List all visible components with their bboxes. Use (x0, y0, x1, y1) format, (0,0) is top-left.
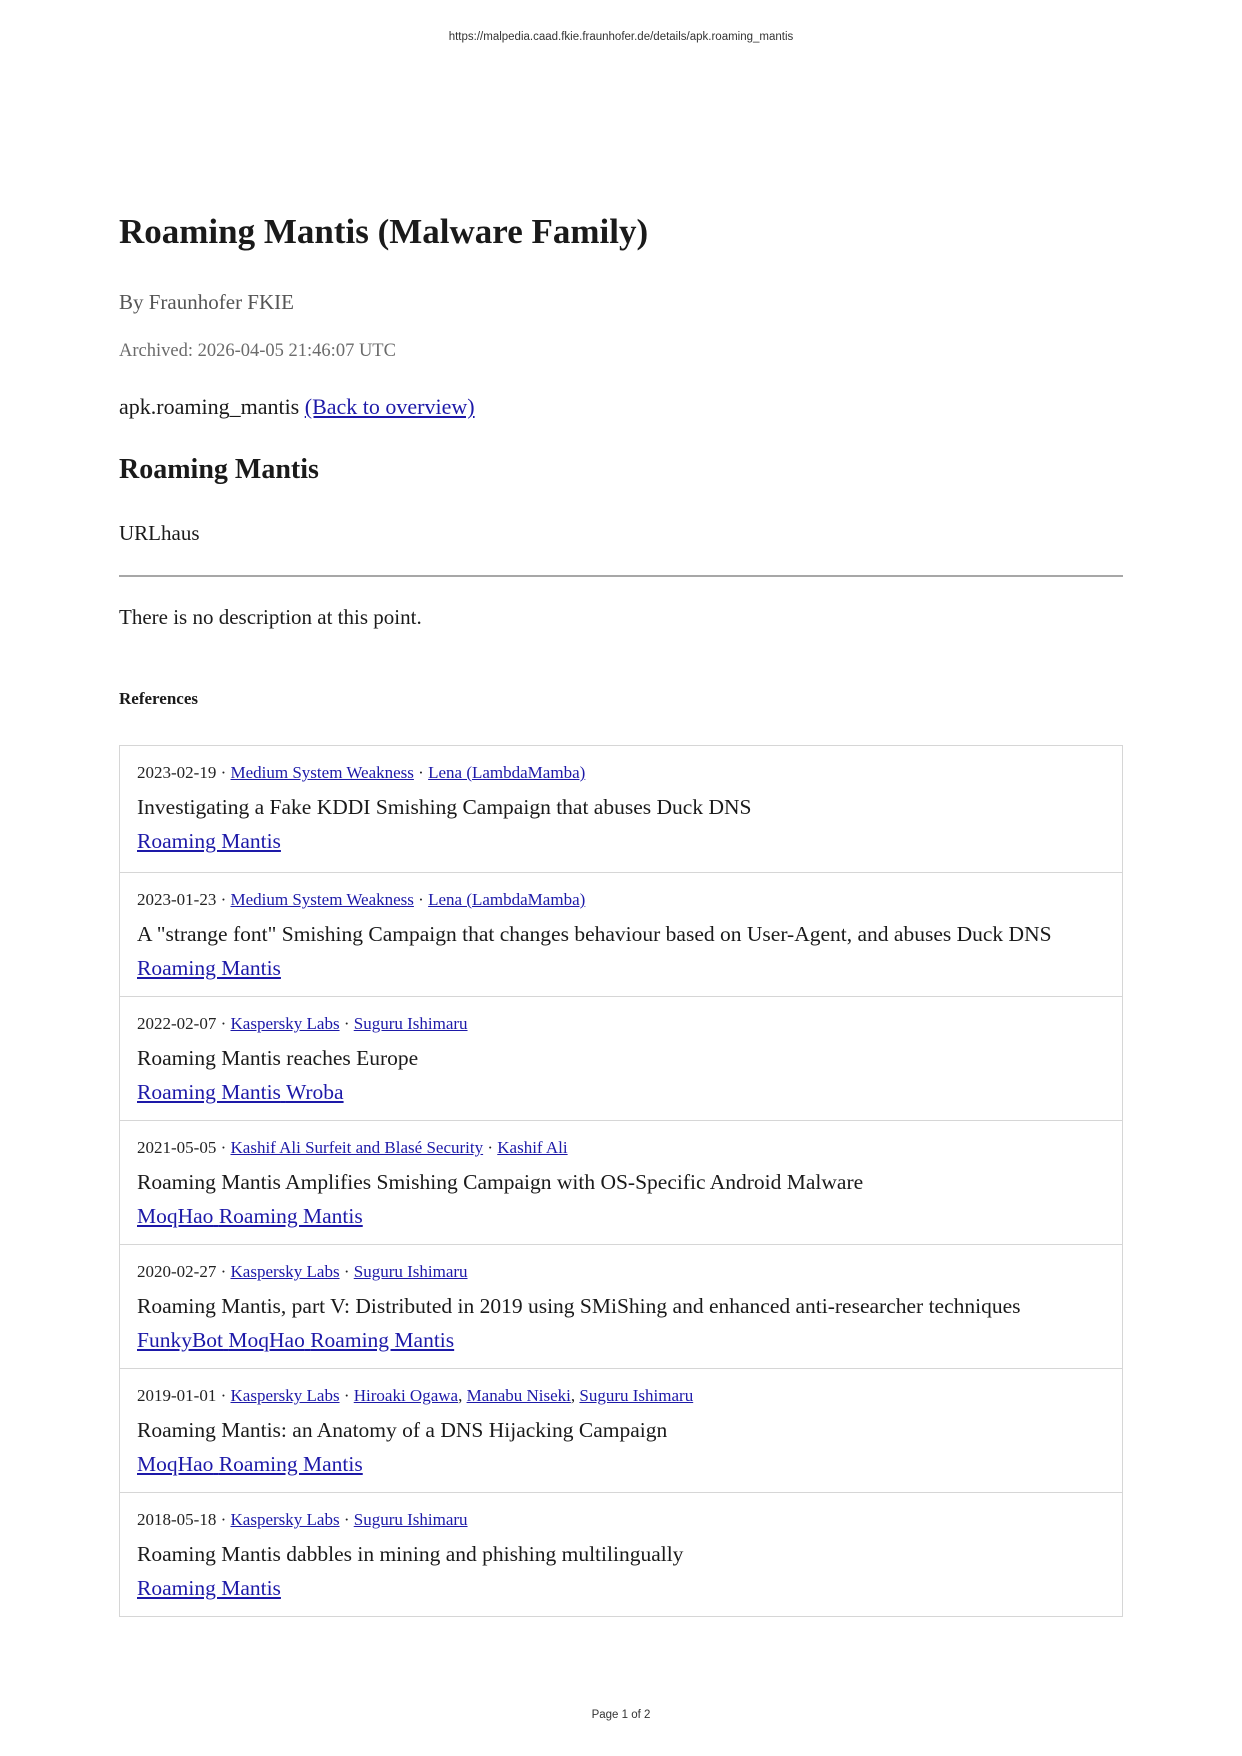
reference-item (120, 1120, 1122, 1244)
reference-meta: 2019-01-01 · Kaspersky Labs · Hiroaki Ogawa, Manabu Niseki, Suguru Ishimaru (137, 1386, 694, 1405)
malware-tag-link[interactable]: FunkyBot (137, 1328, 224, 1352)
reference-author-link[interactable]: Lena (LambdaMamba) (428, 890, 586, 909)
reference-organization-link[interactable]: Medium System Weakness (230, 763, 414, 782)
malware-tag-link[interactable]: Roaming Mantis (310, 1328, 455, 1352)
reference-item (120, 1492, 1122, 1616)
reference-meta: 2023-01-23 · Medium System Weakness · Lena (LambdaMamba) (137, 890, 586, 909)
reference-meta: 2018-05-18 · Kaspersky Labs · Suguru Ishimaru (137, 1510, 468, 1529)
malware-tag-link[interactable]: MoqHao (137, 1204, 214, 1228)
reference-title: Roaming Mantis dabbles in mining and phishing multilingually (137, 1542, 684, 1566)
reference-organization-link[interactable]: Kaspersky Labs (230, 1014, 340, 1033)
references-heading: References (119, 689, 198, 708)
malware-tag-link[interactable]: Roaming Mantis (218, 1452, 363, 1476)
reference-organization-link[interactable]: Kaspersky Labs (230, 1262, 340, 1281)
reference-tags (137, 956, 281, 981)
reference-date: 2021-05-05 (137, 1138, 217, 1157)
reference-tags (137, 1080, 344, 1105)
family-name-heading: Roaming Mantis (119, 454, 319, 485)
malware-tag-link[interactable]: Roaming Mantis (137, 1576, 281, 1600)
archived-timestamp: Archived: 2026-04-05 21:46:07 UTC (119, 341, 396, 361)
reference-title: A "strange font" Smishing Campaign that changes behaviour based on User-Agent, and abuses Duck DNS (137, 922, 1052, 946)
reference-organization-link[interactable]: Kashif Ali Surfeit and Blasé Security (230, 1138, 484, 1157)
reference-date: 2020-02-27 (137, 1262, 217, 1281)
reference-tags (137, 1204, 363, 1229)
description-text: There is no description at this point. (119, 605, 422, 629)
references-list (119, 745, 1123, 1617)
reference-organization-link[interactable]: Kaspersky Labs (230, 1386, 340, 1405)
reference-title: Roaming Mantis: an Anatomy of a DNS Hijacking Campaign (137, 1418, 668, 1442)
reference-organization-link[interactable]: Medium System Weakness (230, 890, 414, 909)
reference-item (120, 872, 1122, 996)
divider (119, 575, 1123, 577)
reference-tags (137, 829, 281, 854)
reference-meta: 2022-02-07 · Kaspersky Labs · Suguru Ishimaru (137, 1014, 468, 1033)
reference-organization-link[interactable]: Kaspersky Labs (230, 1510, 340, 1529)
reference-item (120, 1368, 1122, 1492)
reference-author-link[interactable]: Hiroaki Ogawa (353, 1386, 459, 1405)
malware-tag-link[interactable]: Roaming Mantis (137, 956, 281, 980)
reference-author-link[interactable]: Suguru Ishimaru (579, 1386, 694, 1405)
reference-item (120, 746, 1122, 872)
malware-tag-link[interactable]: Roaming Mantis (218, 1204, 363, 1228)
reference-author-link[interactable]: Suguru Ishimaru (353, 1014, 468, 1033)
reference-date: 2023-01-23 (137, 890, 217, 909)
reference-title: Roaming Mantis reaches Europe (137, 1046, 419, 1070)
reference-author-link[interactable]: Suguru Ishimaru (353, 1262, 468, 1281)
reference-tags (137, 1576, 281, 1601)
malware-tag-link[interactable]: Wroba (285, 1080, 344, 1104)
reference-title: Investigating a Fake KDDI Smishing Campaign that abuses Duck DNS (137, 795, 752, 819)
reference-item (120, 996, 1122, 1120)
reference-date: 2022-02-07 (137, 1014, 217, 1033)
reference-date: 2023-02-19 (137, 763, 217, 782)
malware-tag-link[interactable]: Roaming Mantis (137, 1080, 281, 1104)
source-label: URLhaus (119, 521, 200, 545)
malware-tag-link[interactable]: MoqHao (137, 1452, 214, 1476)
back-to-overview-link[interactable]: (Back to overview) (304, 394, 475, 419)
reference-author-link[interactable]: Lena (LambdaMamba) (428, 763, 586, 782)
malware-tag-link[interactable]: MoqHao (228, 1328, 305, 1352)
reference-meta: 2020-02-27 · Kaspersky Labs · Suguru Ishimaru (137, 1262, 468, 1281)
family-identifier-line (119, 394, 475, 420)
reference-author-link[interactable]: Suguru Ishimaru (353, 1510, 468, 1529)
reference-meta: 2021-05-05 · Kashif Ali Surfeit and Blasé Security · Kashif Ali (137, 1138, 568, 1157)
page-number: Page 1 of 2 (591, 1709, 651, 1721)
reference-date: 2018-05-18 (137, 1510, 217, 1529)
reference-title: Roaming Mantis Amplifies Smishing Campaign with OS-Specific Android Malware (137, 1170, 864, 1194)
page-url-header: https://malpedia.caad.fkie.fraunhofer.de/details/apk.roaming_mantis (448, 31, 794, 43)
reference-meta: 2023-02-19 · Medium System Weakness · Lena (LambdaMamba) (137, 763, 586, 782)
reference-date: 2019-01-01 (137, 1386, 217, 1405)
malware-tag-link[interactable]: Roaming Mantis (137, 829, 281, 853)
reference-title: Roaming Mantis, part V: Distributed in 2019 using SMiShing and enhanced anti-researcher techniques (137, 1294, 1021, 1318)
page-title: Roaming Mantis (Malware Family) (119, 212, 649, 251)
reference-item (120, 1244, 1122, 1368)
byline: By Fraunhofer FKIE (119, 290, 294, 314)
reference-author-link[interactable]: Manabu Niseki (466, 1386, 571, 1405)
reference-tags (137, 1452, 363, 1477)
reference-tags (137, 1328, 454, 1353)
reference-author-link[interactable]: Kashif Ali (497, 1138, 568, 1157)
family-identifier: apk.roaming_mantis (119, 394, 300, 419)
